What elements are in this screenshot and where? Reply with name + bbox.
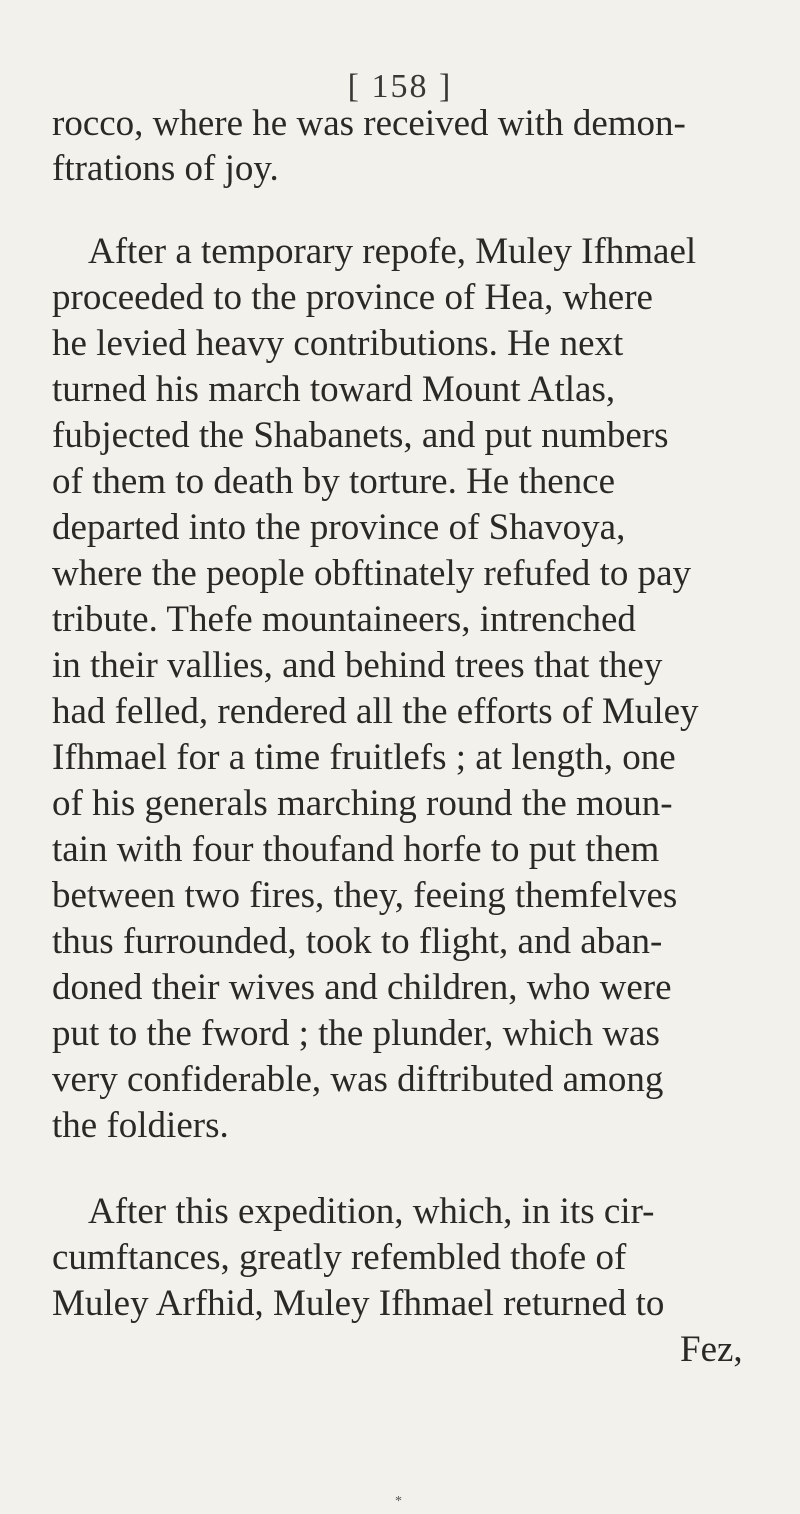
text-line: tain with four thoufand horfe to put them (52, 829, 660, 870)
page-number-header: [ 158 ] (347, 68, 453, 105)
text-line: very confiderable, was diftributed among (52, 1059, 664, 1100)
text-line: put to the fword ; the plunder, which was (52, 1013, 660, 1054)
text-line: ftrations of joy. (52, 148, 279, 189)
text-line: Muley Arfhid, Muley Ifhmael returned to (52, 1283, 665, 1324)
text-line: After this expedition, which, in its cir- (88, 1191, 655, 1232)
text-line: of them to death by torture. He thence (52, 461, 616, 502)
text-line: thus furrounded, took to flight, and aban- (52, 921, 663, 962)
text-line: proceeded to the province of Hea, where (52, 277, 653, 318)
text-line: cumftances, greatly refembled thofe of (52, 1237, 627, 1278)
text-line: Ifhmael for a time fruitlefs ; at length, one (52, 737, 676, 778)
text-line: departed into the province of Shavoya, (52, 507, 626, 548)
text-line: doned their wives and children, who were (52, 967, 672, 1008)
text-line: turned his march toward Mount Atlas, (52, 369, 616, 410)
footer-mark: * (395, 1494, 402, 1509)
text-line: rocco, where he was received with demon- (52, 103, 686, 144)
text-line: tribute. Thefe mountaineers, intrenched (52, 599, 636, 640)
text-line: After a temporary repofe, Muley Ifhmael (88, 231, 697, 272)
text-line: he levied heavy contributions. He next (52, 323, 624, 364)
catchword: Fez, (680, 1329, 743, 1370)
text-line: the foldiers. (52, 1105, 229, 1146)
text-line: fubjected the Shabanets, and put numbers (52, 415, 669, 456)
text-line: of his generals marching round the moun- (52, 783, 673, 824)
text-line: in their vallies, and behind trees that they (52, 645, 663, 686)
text-line: between two fires, they, feeing themfelves (52, 875, 678, 916)
text-line: had felled, rendered all the efforts of Muley (52, 691, 699, 732)
text-line: where the people obftinately refufed to pay (52, 553, 692, 594)
